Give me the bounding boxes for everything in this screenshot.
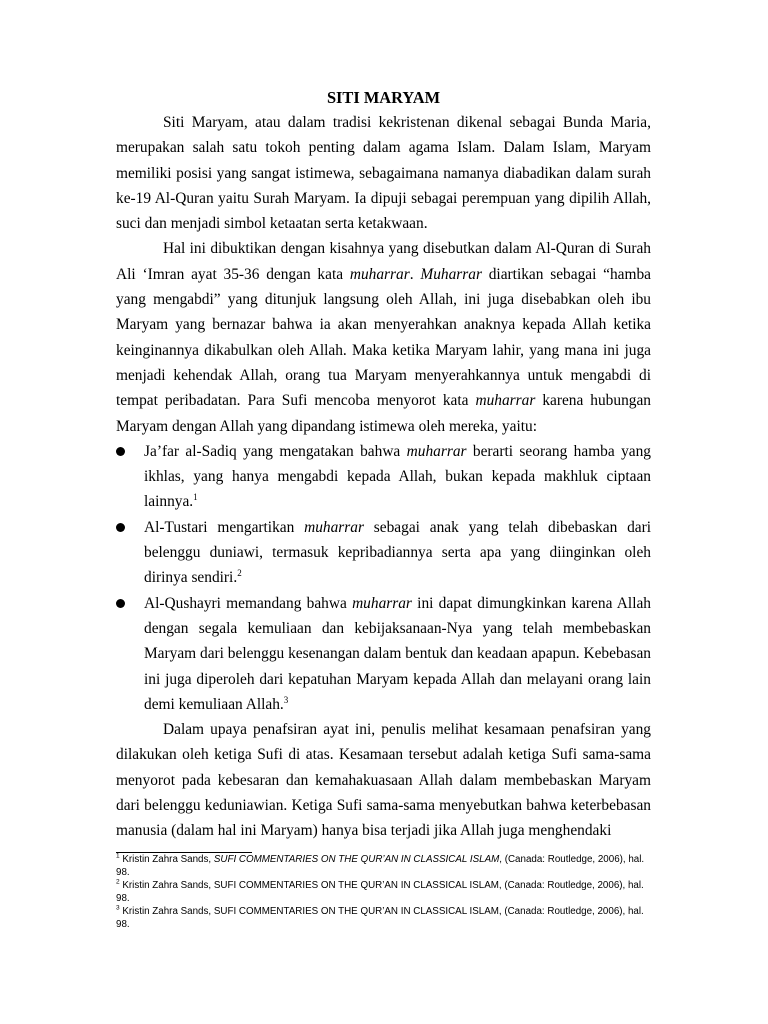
footnote-ref[interactable]: 2 xyxy=(237,568,242,579)
italic-term: muharrar xyxy=(349,265,410,283)
footnote-book-title: SUFI COMMENTARIES ON THE QUR’AN IN CLASSICAL ISLAM xyxy=(213,854,500,865)
footnote-publication: , (Canada: Routledge, 2006), hal. 98. xyxy=(116,880,644,904)
footnote-book-title: SUFI COMMENTARIES ON THE QUR’AN IN CLASSICAL ISLAM xyxy=(213,880,499,892)
bullet-icon xyxy=(116,523,125,532)
list-item-text: Al-Qushayri memandang bahwa xyxy=(144,594,353,612)
page-title: SITI MARYAM xyxy=(326,88,441,107)
list-item xyxy=(116,591,651,717)
paragraph-conclusion: Dalam upaya penafsiran ayat ini, penulis melihat kesamaan penafsiran yang dilakukan oleh ketiga Sufi di atas. Kesamaan tersebut adalah ketiga Sufi sama-sama menyorot pada kebesaran dan kemahakuasaan Allah dalam membebaskan Maryam dari belenggu keduniawian. Ketiga Sufi sama-sama menyebutkan bahwa keterbebasan manusia (dalam hal ini Maryam) hanya bisa terjadi jika Allah juga menghendaki xyxy=(116,721,651,840)
italic-term: muharrar xyxy=(304,518,364,536)
bullet-icon xyxy=(116,599,125,608)
footnote-number: 1 xyxy=(116,852,120,860)
list-item xyxy=(116,515,651,591)
footnote-author: Kristin Zahra Sands, xyxy=(122,906,214,918)
italic-term: muharrar xyxy=(475,392,536,410)
list-item-text: Ja’far al-Sadiq yang mengatakan bahwa xyxy=(144,442,407,460)
footnote xyxy=(116,906,651,931)
paragraph-text: karena hubungan Maryam dengan Allah yang dipandang istimewa oleh mereka, yaitu: xyxy=(116,392,651,435)
sufi-list xyxy=(116,439,651,717)
footnote-author: Kristin Zahra Sands, xyxy=(122,880,214,892)
list-item-text: Al-Tustari mengartikan xyxy=(144,518,305,536)
document-page xyxy=(116,86,651,844)
paragraph-intro: Siti Maryam, atau dalam tradisi kekristenan dikenal sebagai Bunda Maria, merupakan salah satu tokoh penting dalam agama Islam. Dalam Islam, Maryam memiliki posisi yang sangat istimewa, sebagaimana namanya diabadikan dalam surah ke-19 Al-Quran yaitu Surah Maryam. Ia dipuji sebagai perempuan yang dipilih Allah, suci dan menjadi simbol ketaatan serta ketakwaan. xyxy=(116,114,651,233)
footnote-ref[interactable]: 3 xyxy=(283,694,289,705)
footnote-number: 3 xyxy=(116,905,120,913)
paragraph-text: Hal ini dibuktikan dengan kisahnya yang disebutkan dalam Al-Quran di Surah Ali ‘Imran ayat 35-36 dengan kata xyxy=(116,240,651,283)
paragraph-muharrar xyxy=(116,236,651,438)
footnote-divider xyxy=(116,852,252,853)
footnotes xyxy=(116,854,651,933)
footnote-number: 2 xyxy=(116,878,120,886)
list-item-text: ini dapat dimungkinkan karena Allah dengan segala kemuliaan dan kebijaksanaan-Nya yang telah membebaskan Maryam dari belenggu kesenangan dalam bentuk dan keadaan apapun. Kebebasan ini juga diperoleh dari kepatuhan Maryam kepada Allah dan melayani orang lain demi kemuliaan Allah. xyxy=(144,594,651,713)
footnote-author: Kristin Zahra Sands, xyxy=(122,854,214,865)
list-item xyxy=(116,439,651,515)
footnote xyxy=(116,880,651,905)
footnote-publication: , (Canada: Routledge, 2006), hal. 98. xyxy=(116,854,645,878)
italic-term: Muharrar xyxy=(420,265,482,283)
italic-term: muharrar xyxy=(406,442,467,460)
list-item-text: berarti seorang hamba yang ikhlas, yang hanya mengabdi kepada Allah, bukan kepada makhluk ciptaan lainnya. xyxy=(144,442,651,511)
bullet-icon xyxy=(116,447,125,456)
italic-term: muharrar xyxy=(352,594,412,612)
paragraph-text: diartikan sebagai “hamba yang mengabdi” yang ditunjuk langsung oleh Allah, ini juga disebabkan oleh ibu Maryam yang bernazar bahwa ia akan menyerahkan anaknya kepada Allah ketika keinginannya dikabulkan oleh Allah. Maka ketika Maryam lahir, yang mana ini juga menjadi kehendak Allah, orang tua Maryam menyerahkannya untuk mengabdi di tempat peribadatan. Para Sufi mencoba menyorot kata xyxy=(116,265,652,410)
paragraph-text: . xyxy=(409,265,421,283)
footnote-publication: , (Canada: Routledge, 2006), hal. 98. xyxy=(116,906,644,930)
footnote-ref[interactable]: 1 xyxy=(193,492,198,503)
footnote xyxy=(116,854,651,879)
list-item-text: sebagai anak yang telah dibebaskan dari belenggu duniawi, termasuk kepribadiannya serta apa yang diinginkan oleh dirinya sendiri. xyxy=(144,518,652,587)
footnote-book-title: SUFI COMMENTARIES ON THE QUR’AN IN CLASSICAL ISLAM xyxy=(213,906,499,918)
